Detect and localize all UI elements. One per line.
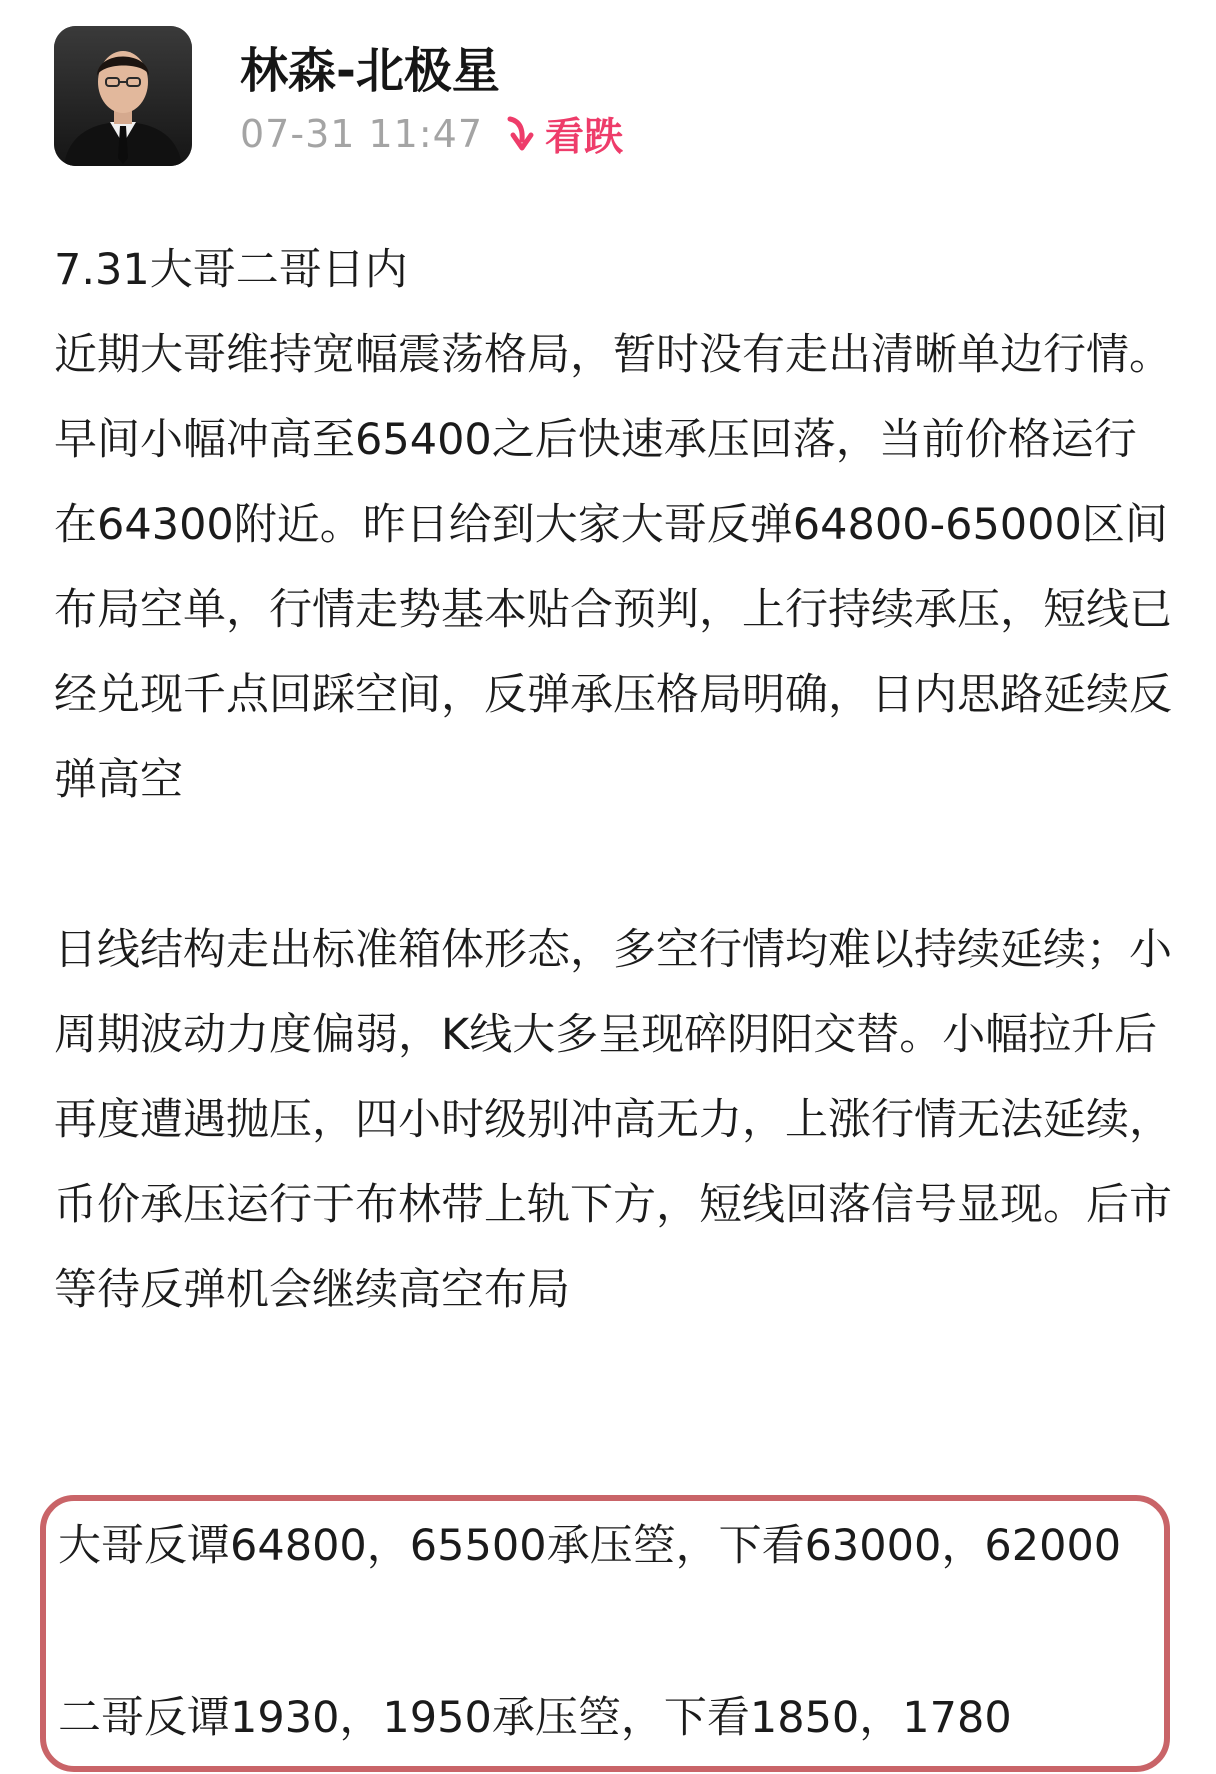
- author-name[interactable]: 林森-北极星: [240, 43, 500, 99]
- arrow-down-icon: [505, 116, 535, 152]
- person-portrait-icon: [54, 26, 192, 166]
- trade-target-line: 二哥反谭1930，1950承压箜，下看1850，1780: [58, 1693, 1012, 1743]
- paragraph-analysis: [54, 908, 1174, 1333]
- paragraph-intro: [54, 228, 1174, 823]
- author-avatar[interactable]: [54, 26, 192, 166]
- post-header: [0, 0, 1216, 200]
- post-meta: [240, 108, 623, 160]
- trade-target-line: 大哥反谭64800，65500承压箜，下看63000，62000: [58, 1521, 1122, 1571]
- trend-label[interactable]: 看跌: [545, 115, 624, 160]
- paragraph-text: 近期大哥维持宽幅震荡格局，暂时没有走出清晰单边行情。早间小幅冲高至65400之后快速承压回落，当前价格运行在64300附近。昨日给到大家大哥反弹64800-65000区间布局空单，行情走势基本贴合预判，上行持续承压，短线已经兑现千点回踩空间，反弹承压格局明确，日内思路延续反弹高空: [54, 330, 1172, 805]
- paragraph-text: 日线结构走出标准箱体形态，多空行情均难以持续延续；小周期波动力度偏弱，K线大多呈现碎阴阳交替。小幅拉升后再度遭遇抛压，四小时级别冲高无力，上涨行情无法延续，币价承压运行于布林带上轨下方，短线回落信号显现。后市等待反弹机会继续高空布局: [54, 925, 1172, 1315]
- post-body: [54, 228, 1174, 1418]
- post-timestamp: 07-31 11:47: [240, 112, 484, 156]
- highlight-box: [40, 1495, 1170, 1772]
- post-headline: 7.31大哥二哥日内: [54, 245, 408, 295]
